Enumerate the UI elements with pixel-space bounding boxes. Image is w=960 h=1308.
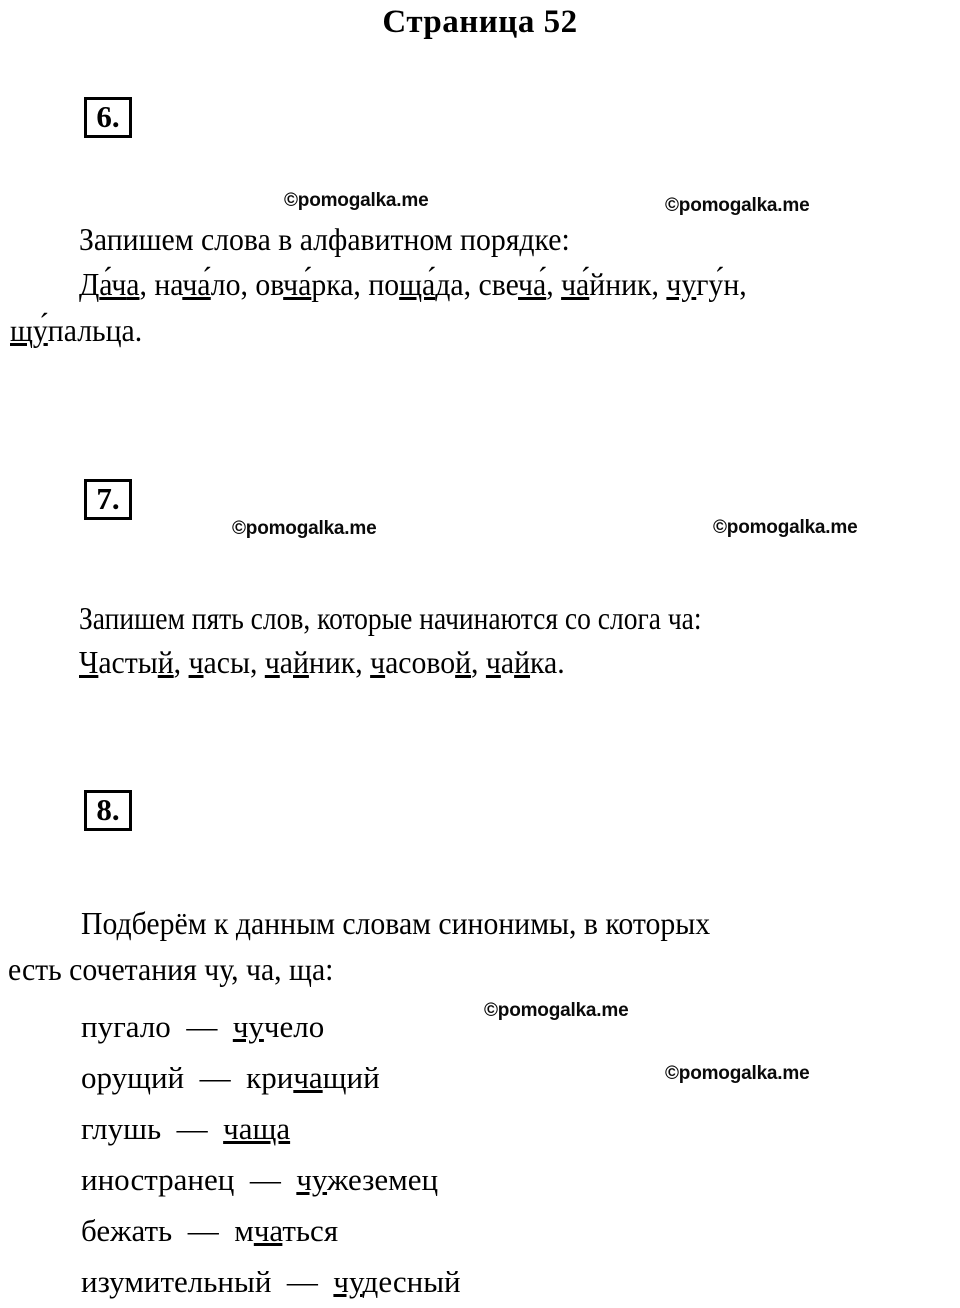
watermark-4: ©pomogalka.me bbox=[713, 517, 858, 538]
pair-word: орущий bbox=[81, 1060, 185, 1095]
synonym-pair-6: изумительный — чудесный bbox=[81, 1264, 461, 1299]
pair-dash: — bbox=[187, 1213, 219, 1248]
synonym-pair-1: пугало — чучело bbox=[81, 1009, 325, 1044]
synonym-pair-2: орущий — кричащий bbox=[81, 1060, 380, 1095]
pair-word: бежать bbox=[81, 1213, 173, 1248]
page-title: Страница 52 bbox=[382, 4, 578, 40]
pair-word: глушь bbox=[81, 1111, 162, 1146]
pair-dash: — bbox=[186, 1009, 218, 1044]
pair-dash: — bbox=[199, 1060, 231, 1095]
exercise-6-prompt: Запишем слова в алфавитном порядке: bbox=[79, 221, 570, 257]
pair-word: иностранец bbox=[81, 1162, 235, 1197]
pair-dash: — bbox=[286, 1264, 318, 1299]
synonym-pair-3: глушь — чаща bbox=[81, 1111, 291, 1146]
exercise-number-7: 7. bbox=[84, 479, 132, 520]
pair-dash: — bbox=[176, 1111, 208, 1146]
exercise-8-prompt-line-1: Подберём к данным словам синонимы, в которых bbox=[81, 905, 711, 941]
exercise-7-answer: Частый, часы, чайник, часовой, чайка. bbox=[79, 644, 565, 680]
synonym-pair-4: иностранец — чужеземец bbox=[81, 1162, 439, 1197]
watermark-1: ©pomogalka.me bbox=[284, 190, 429, 211]
pair-word: пугало bbox=[81, 1009, 171, 1044]
synonym-pair-5: бежать — мчаться bbox=[81, 1213, 339, 1248]
pair-dash: — bbox=[249, 1162, 281, 1197]
exercise-8-prompt-line-2: есть сочетания чу, ча, ща: bbox=[8, 951, 334, 987]
exercise-number-8: 8. bbox=[84, 790, 132, 831]
exercise-6-answer-line-1: Да́ча, нача́ло, овча́рка, поща́да, свеча́, ча́йник, чугу́н, bbox=[79, 266, 747, 302]
watermark-6: ©pomogalka.me bbox=[665, 1063, 810, 1084]
pair-word: изумительный bbox=[81, 1264, 272, 1299]
exercise-number-6: 6. bbox=[84, 97, 132, 138]
exercise-7-prompt: Запишем пять слов, которые начинаются со слога ча: bbox=[79, 600, 702, 636]
exercise-6-answer-line-2: щу́пальца. bbox=[10, 312, 143, 348]
watermark-5: ©pomogalka.me bbox=[484, 1000, 629, 1021]
watermark-3: ©pomogalka.me bbox=[232, 518, 377, 539]
watermark-2: ©pomogalka.me bbox=[665, 195, 810, 216]
